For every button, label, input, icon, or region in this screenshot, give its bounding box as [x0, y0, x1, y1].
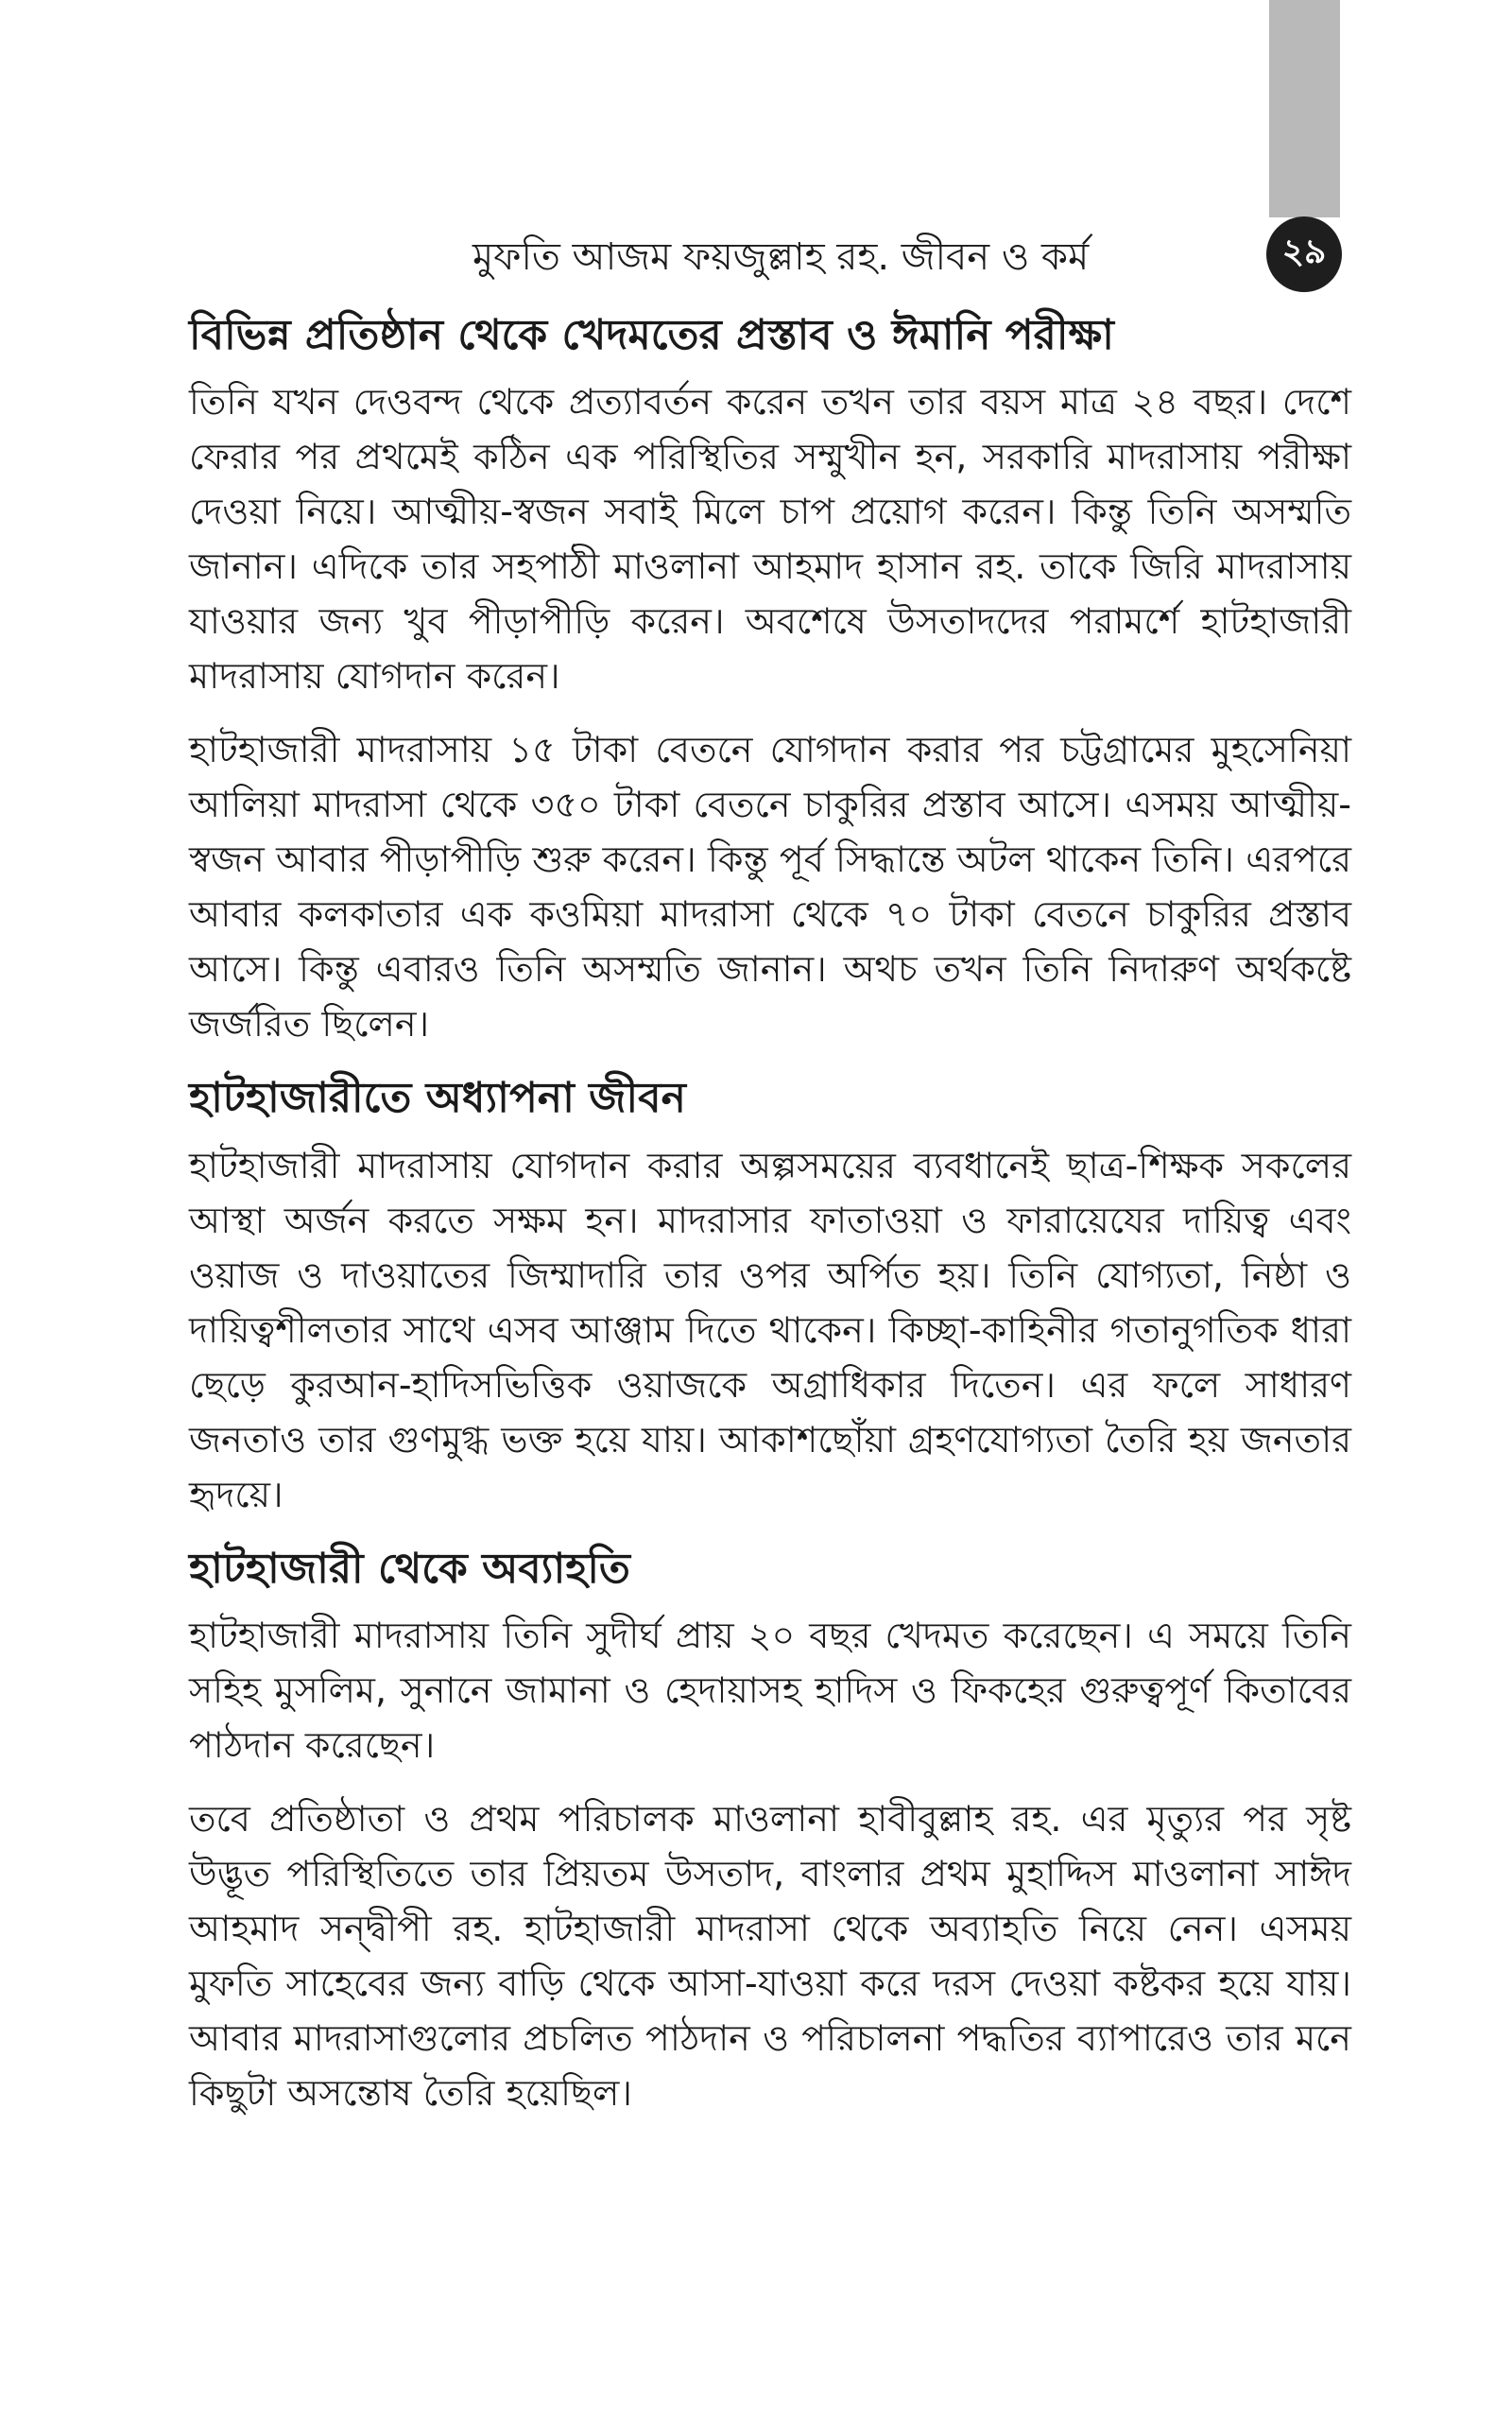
paragraph: তিনি যখন দেওবন্দ থেকে প্রত্যাবর্তন করেন তখন তার বয়স মাত্র ২৪ বছর। দেশে ফেরার পর প্রথমেই কঠিন এক পরিস্থিতির সম্মুখীন হন, সরকারি মাদরাসায় পরীক্ষা দেওয়া নিয়ে। আত্মীয়-স্বজন সবাই মিলে চাপ প্রয়োগ করেন। কিন্তু তিনি অসম্মতি জানান। এদিকে তার সহপাঠী মাওলানা আহমাদ হাসান রহ. তাকে জিরি মাদরাসায় যাওয়ার জন্য খুব পীড়াপীড়ি করেন। অবশেষে উসতাদদের পরামর্শে হাটহাজারী মাদরাসায় যোগদান করেন।: [189, 381, 1351, 698]
paragraph: হাটহাজারী মাদরাসায় যোগদান করার অল্পসময়ের ব্যবধানেই ছাত্র-শিক্ষক সকলের আস্থা অর্জন করতে সক্ষম হন। মাদরাসার ফাতাওয়া ও ফারায়েযের দায়িত্ব এবং ওয়াজ ও দাওয়াতের জিম্মাদারি তার ওপর অর্পিত হয়। তিনি যোগ্যতা, নিষ্ঠা ও দায়িত্বশীলতার সাথে এসব আঞ্জাম দিতে থাকেন। কিচ্ছা-কাহিনীর গতানুগতিক ধারা ছেড়ে কুরআন-হাদিসভিত্তিক ওয়াজকে অগ্রাধিকার দিতেন। এর ফলে সাধারণ জনতাও তার গুণমুগ্ধ ভক্ত হয়ে যায়। আকাশছোঁয়া গ্রহণযোগ্যতা তৈরি হয় জনতার হৃদয়ে।: [189, 1144, 1351, 1515]
section-resignation: [189, 1541, 1351, 2120]
page-number-badge: ২৯: [1266, 216, 1342, 292]
paragraph: হাটহাজারী মাদরাসায় ১৫ টাকা বেতনে যোগদান করার পর চট্টগ্রামের মুহসেনিয়া আলিয়া মাদরাসা থেকে ৩৫০ টাকা বেতনে চাকুরির প্রস্তাব আসে। এসময় আত্মীয়-স্বজন আবার পীড়াপীড়ি শুরু করেন। কিন্তু পূর্ব সিদ্ধান্তে অটল থাকেন তিনি। এরপরে আবার কলকাতার এক কওমিয়া মাদরাসা থেকে ৭০ টাকা বেতনে চাকুরির প্রস্তাব আসে। কিন্তু এবারও তিনি অসম্মতি জানান। অথচ তখন তিনি নিদারুণ অর্থকষ্টে জর্জরিত ছিলেন।: [189, 729, 1351, 1046]
section-teaching-life: [189, 1070, 1351, 1521]
page-body: [189, 298, 1351, 2139]
section-heading: বিভিন্ন প্রতিষ্ঠান থেকে খেদমতের প্রস্তাব ও ঈমানি পরীক্ষা: [189, 311, 1114, 359]
paragraph: তবে প্রতিষ্ঠাতা ও প্রথম পরিচালক মাওলানা হাবীবুল্লাহ রহ. এর মৃত্যুর পর সৃষ্ট উদ্ভূত পরিস্থিতিতে তার প্রিয়তম উসতাদ, বাংলার প্রথম মুহাদ্দিস মাওলানা সাঈদ আহমাদ সন্দ্বীপী রহ. হাটহাজারী মাদরাসা থেকে অব্যাহতি নিয়ে নেন। এসময় মুফতি সাহেবের জন্য বাড়ি থেকে আসা-যাওয়া করে দরস দেওয়া কষ্টকর হয়ে যায়। আবার মাদরাসাগুলোর প্রচলিত পাঠদান ও পরিচালনা পদ্ধতির ব্যাপারেও তার মনে কিছুটা অসন্তোষ তৈরি হয়েছিল।: [189, 1798, 1351, 2115]
running-header-title: মুফতি আজম ফয়জুল্লাহ রহ. জীবন ও কর্ম: [472, 235, 1090, 279]
section-offers: [189, 307, 1351, 1051]
section-heading: হাটহাজারীতে অধ্যাপনা জীবন: [189, 1074, 686, 1123]
section-heading: হাটহাজারী থেকে অব্যাহতি: [189, 1544, 630, 1593]
page-tab-strip: [1269, 0, 1340, 217]
paragraph: হাটহাজারী মাদরাসায় তিনি সুদীর্ঘ প্রায় ২০ বছর খেদমত করেছেন। এ সময়ে তিনি সহিহ মুসলিম, সুনানে জামানা ও হেদায়াসহ হাদিস ও ফিকহের গুরুত্বপূর্ণ কিতাবের পাঠদান করেছেন।: [189, 1615, 1351, 1767]
